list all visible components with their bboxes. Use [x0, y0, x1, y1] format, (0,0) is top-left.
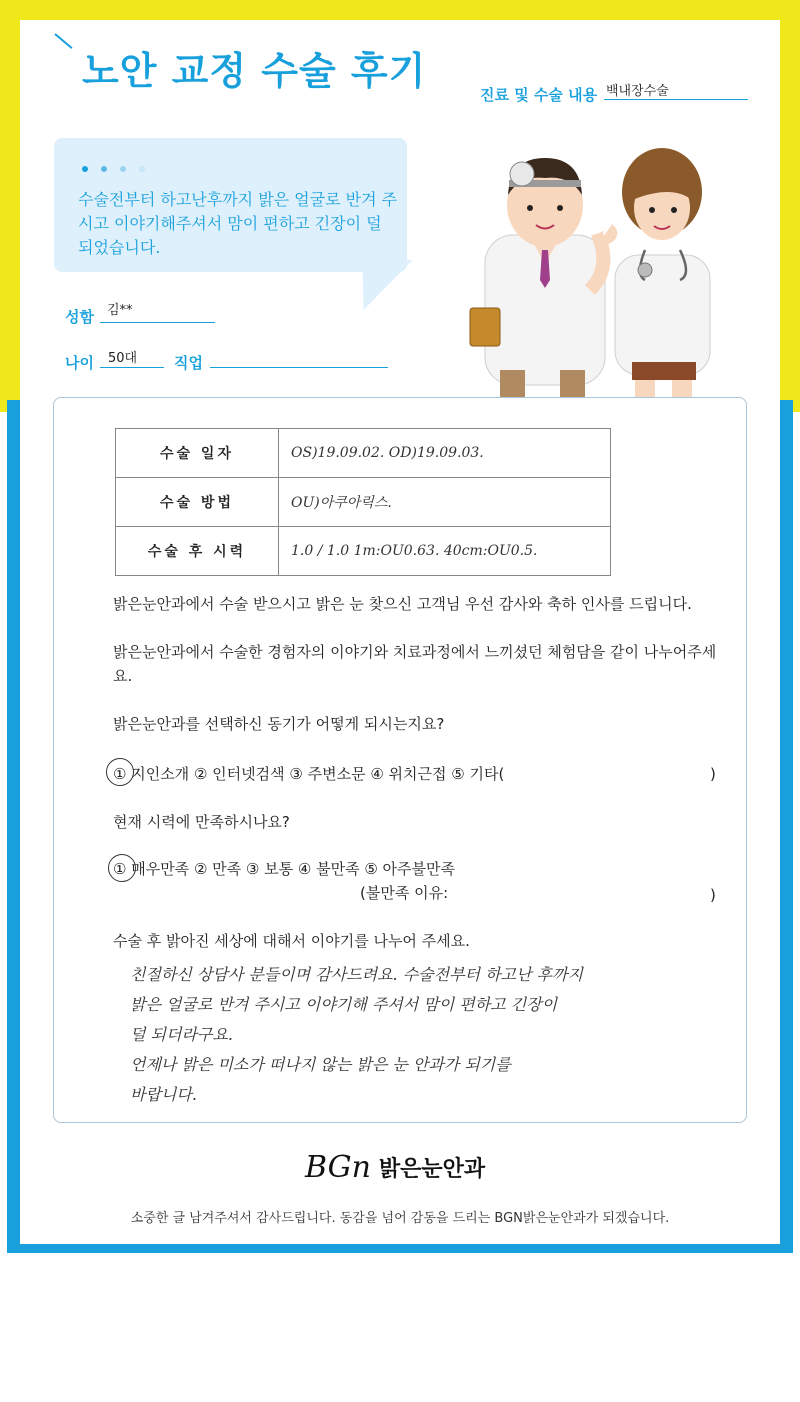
- dot-icon: [139, 166, 145, 172]
- question-2: 현재 시력에 만족하시나요?: [113, 813, 290, 831]
- question-2-close: ): [710, 886, 716, 904]
- bubble-dots: [82, 166, 145, 172]
- intro-paragraph-2: 밝은눈안과에서 수술한 경험자의 이야기와 치료과정에서 느끼셨던 체험담을 같이 나누어주세요.: [113, 643, 717, 685]
- answer-line: 바랍니다.: [130, 1085, 197, 1104]
- dot-icon: [120, 166, 126, 172]
- question-2-reason: (불만족 이유:: [360, 884, 449, 902]
- female-doctor-icon: [615, 148, 710, 400]
- job-label: 직업: [174, 354, 203, 372]
- table-row: [116, 478, 611, 527]
- question-1: 밝은눈안과를 선택하신 동기가 어떻게 되시는지요?: [113, 715, 445, 733]
- intro-paragraph-1: 밝은눈안과에서 수술 받으시고 밝은 눈 찾으신 고객님 우선 감사와 축하 인사를 드립니다.: [113, 595, 692, 613]
- table-row: [116, 429, 611, 478]
- age-label: 나이: [65, 354, 94, 372]
- treatment-label: 진료 및 수술 내용: [480, 86, 598, 104]
- page-title: 노안 교정 수술 후기: [82, 49, 427, 93]
- table-cell-label: 수술 일자: [116, 429, 279, 478]
- table-cell-value: 1.0 / 1.0 1m:OU0.63. 40cm:OU0.5.: [279, 527, 611, 576]
- answer-line: 덜 되더라구요.: [130, 1025, 233, 1044]
- question-1-close: ): [710, 765, 716, 783]
- treatment-underline: [604, 99, 748, 100]
- age-underline: [100, 367, 164, 368]
- answer-line: 언제나 밝은 미소가 떠나지 않는 밝은 눈 안과가 되기를: [130, 1055, 511, 1074]
- footer-text: 소중한 글 남겨주셔서 감사드립니다. 동감을 넘어 감동을 드리는 BGN밝은눈안과가 되겠습니다.: [130, 1211, 670, 1226]
- answer-line: 친절하신 상담사 분들이며 감사드려요. 수술전부터 하고난 후까지: [130, 965, 583, 984]
- logo-mark: BGn: [305, 1150, 371, 1185]
- dot-icon: [101, 166, 107, 172]
- handwritten-answer: [130, 960, 730, 1110]
- age-value: 50대: [108, 351, 138, 366]
- dot-icon: [82, 166, 88, 172]
- question-3: 수술 후 밝아진 세상에 대해서 이야기를 나누어 주세요.: [113, 932, 470, 950]
- question-1-options: ① 지인소개 ② 인터넷검색 ③ 주변소문 ④ 위치근접 ⑤ 기타(: [113, 765, 505, 783]
- logo-text: 밝은눈안과: [378, 1157, 486, 1182]
- name-label: 성함: [65, 308, 94, 326]
- surgery-table: [115, 428, 611, 576]
- answer-line: 밝은 얼굴로 반겨 주시고 이야기해 주셔서 맘이 편하고 긴장이: [130, 995, 558, 1014]
- bubble-text: 수술전부터 하고난후까지 밝은 얼굴로 반겨 주시고 이야기해주셔서 맘이 편하고 긴장이 덜 되었습니다.: [78, 190, 398, 257]
- table-cell-label: 수술 방법: [116, 478, 279, 527]
- table-cell-value: OS)19.09.02. OD)19.09.03.: [279, 429, 611, 478]
- doctors-illustration: [440, 140, 740, 400]
- table-cell-value: OU)아쿠아릭스.: [279, 478, 611, 527]
- question-2-options: ① 매우만족 ② 만족 ③ 보통 ④ 불만족 ⑤ 아주불만족: [113, 860, 455, 878]
- table-cell-label: 수술 후 시력: [116, 527, 279, 576]
- treatment-value: 백내장수술: [606, 84, 669, 99]
- table-row: [116, 527, 611, 576]
- male-doctor-icon: [470, 158, 610, 400]
- brand-logo: [305, 1150, 485, 1185]
- name-underline: [100, 322, 215, 323]
- job-underline: [210, 367, 388, 368]
- name-value: 김**: [107, 303, 133, 318]
